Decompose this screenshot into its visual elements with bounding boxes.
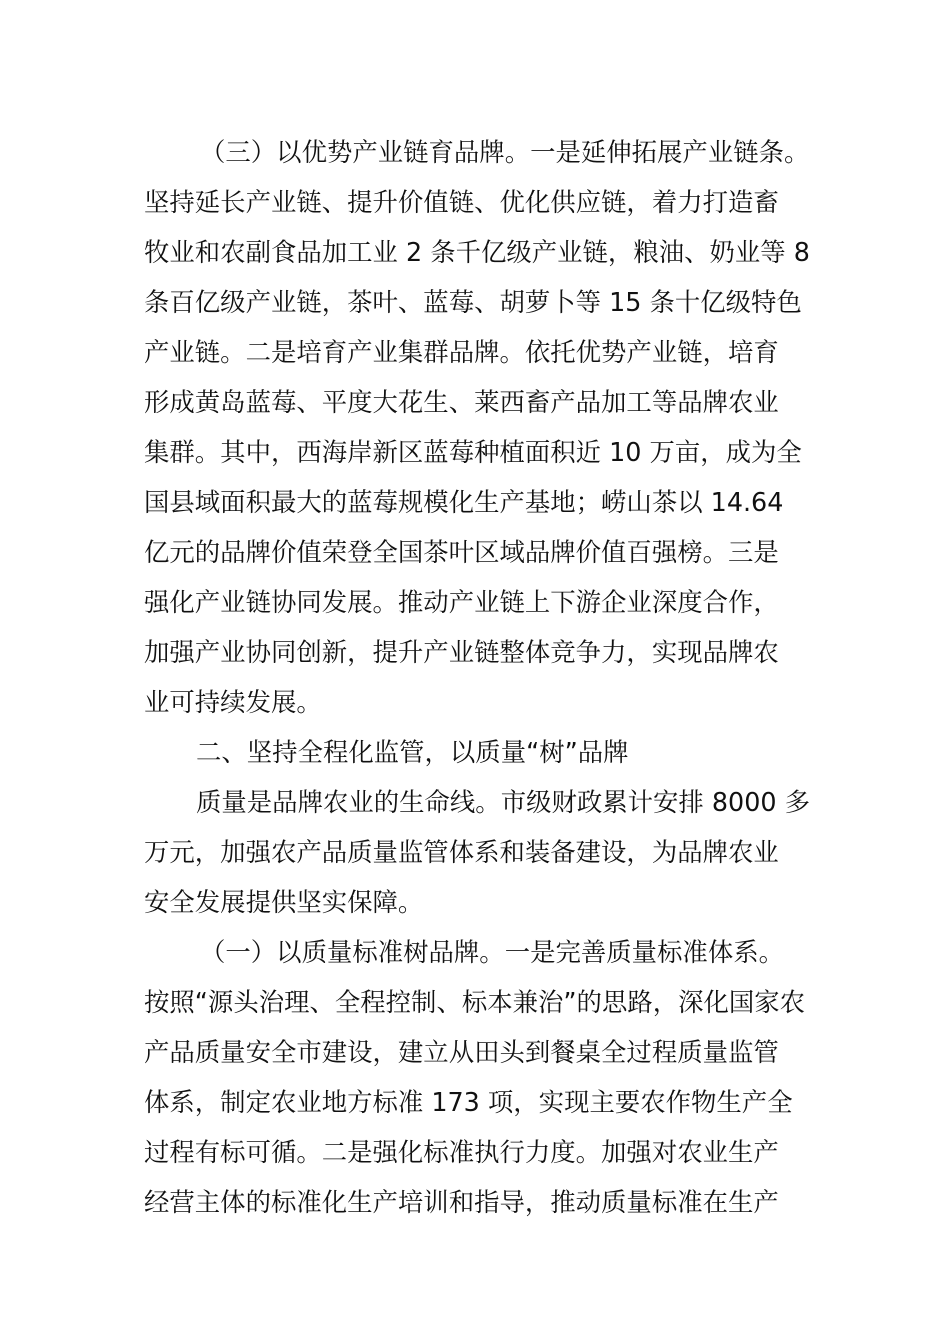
paragraph-line: 牧业和农副食品加工业 2 条千亿级产业链，粮油、奶业等 8 — [144, 237, 810, 267]
paragraph-line: 加强产业协同创新，提升产业链整体竞争力，实现品牌农 — [144, 637, 779, 667]
paragraph-line: 业可持续发展。 — [144, 687, 322, 717]
paragraph-line: 集群。其中，西海岸新区蓝莓种植面积近 10 万亩，成为全 — [144, 437, 802, 467]
paragraph-line: 按照“源头治理、全程控制、标本兼治”的思路，深化国家农 — [144, 987, 806, 1017]
paragraph-line: 质量是品牌农业的生命线。市级财政累计安排 8000 多 — [196, 787, 810, 817]
paragraph-line: 万元，加强农产品质量监管体系和装备建设，为品牌农业 — [144, 837, 779, 867]
paragraph-line: 安全发展提供坚实保障。 — [144, 887, 424, 917]
paragraph-line: 坚持延长产业链、提升价值链、优化供应链，着力打造畜 — [144, 187, 779, 217]
paragraph-line: 国县域面积最大的蓝莓规模化生产基地；崂山茶以 14.64 — [144, 487, 784, 517]
paragraph-line: 形成黄岛蓝莓、平度大花生、莱西畜产品加工等品牌农业 — [144, 387, 779, 417]
paragraph-line: 产品质量安全市建设，建立从田头到餐桌全过程质量监管 — [144, 1037, 779, 1067]
paragraph-line: 体系，制定农业地方标准 173 项，实现主要农作物生产全 — [144, 1087, 793, 1117]
paragraph-line: 亿元的品牌价值荣登全国茶叶区域品牌价值百强榜。三是 — [144, 537, 779, 567]
section-heading: 二、坚持全程化监管，以质量“树”品牌 — [196, 737, 629, 767]
document-body — [144, 127, 808, 1227]
paragraph-line: 强化产业链协同发展。推动产业链上下游企业深度合作， — [144, 587, 779, 617]
paragraph-line: 产业链。二是培育产业集群品牌。依托优势产业链，培育 — [144, 337, 779, 367]
paragraph-line: 经营主体的标准化生产培训和指导，推动质量标准在生产 — [144, 1187, 779, 1217]
paragraph-line: 条百亿级产业链，茶叶、蓝莓、胡萝卜等 15 条十亿级特色 — [144, 287, 802, 317]
paragraph-line: 过程有标可循。二是强化标准执行力度。加强对农业生产 — [144, 1137, 779, 1167]
paragraph-line: （一）以质量标准树品牌。一是完善质量标准体系。 — [200, 937, 784, 967]
paragraph-line: （三）以优势产业链育品牌。一是延伸拓展产业链条。 — [200, 137, 810, 167]
